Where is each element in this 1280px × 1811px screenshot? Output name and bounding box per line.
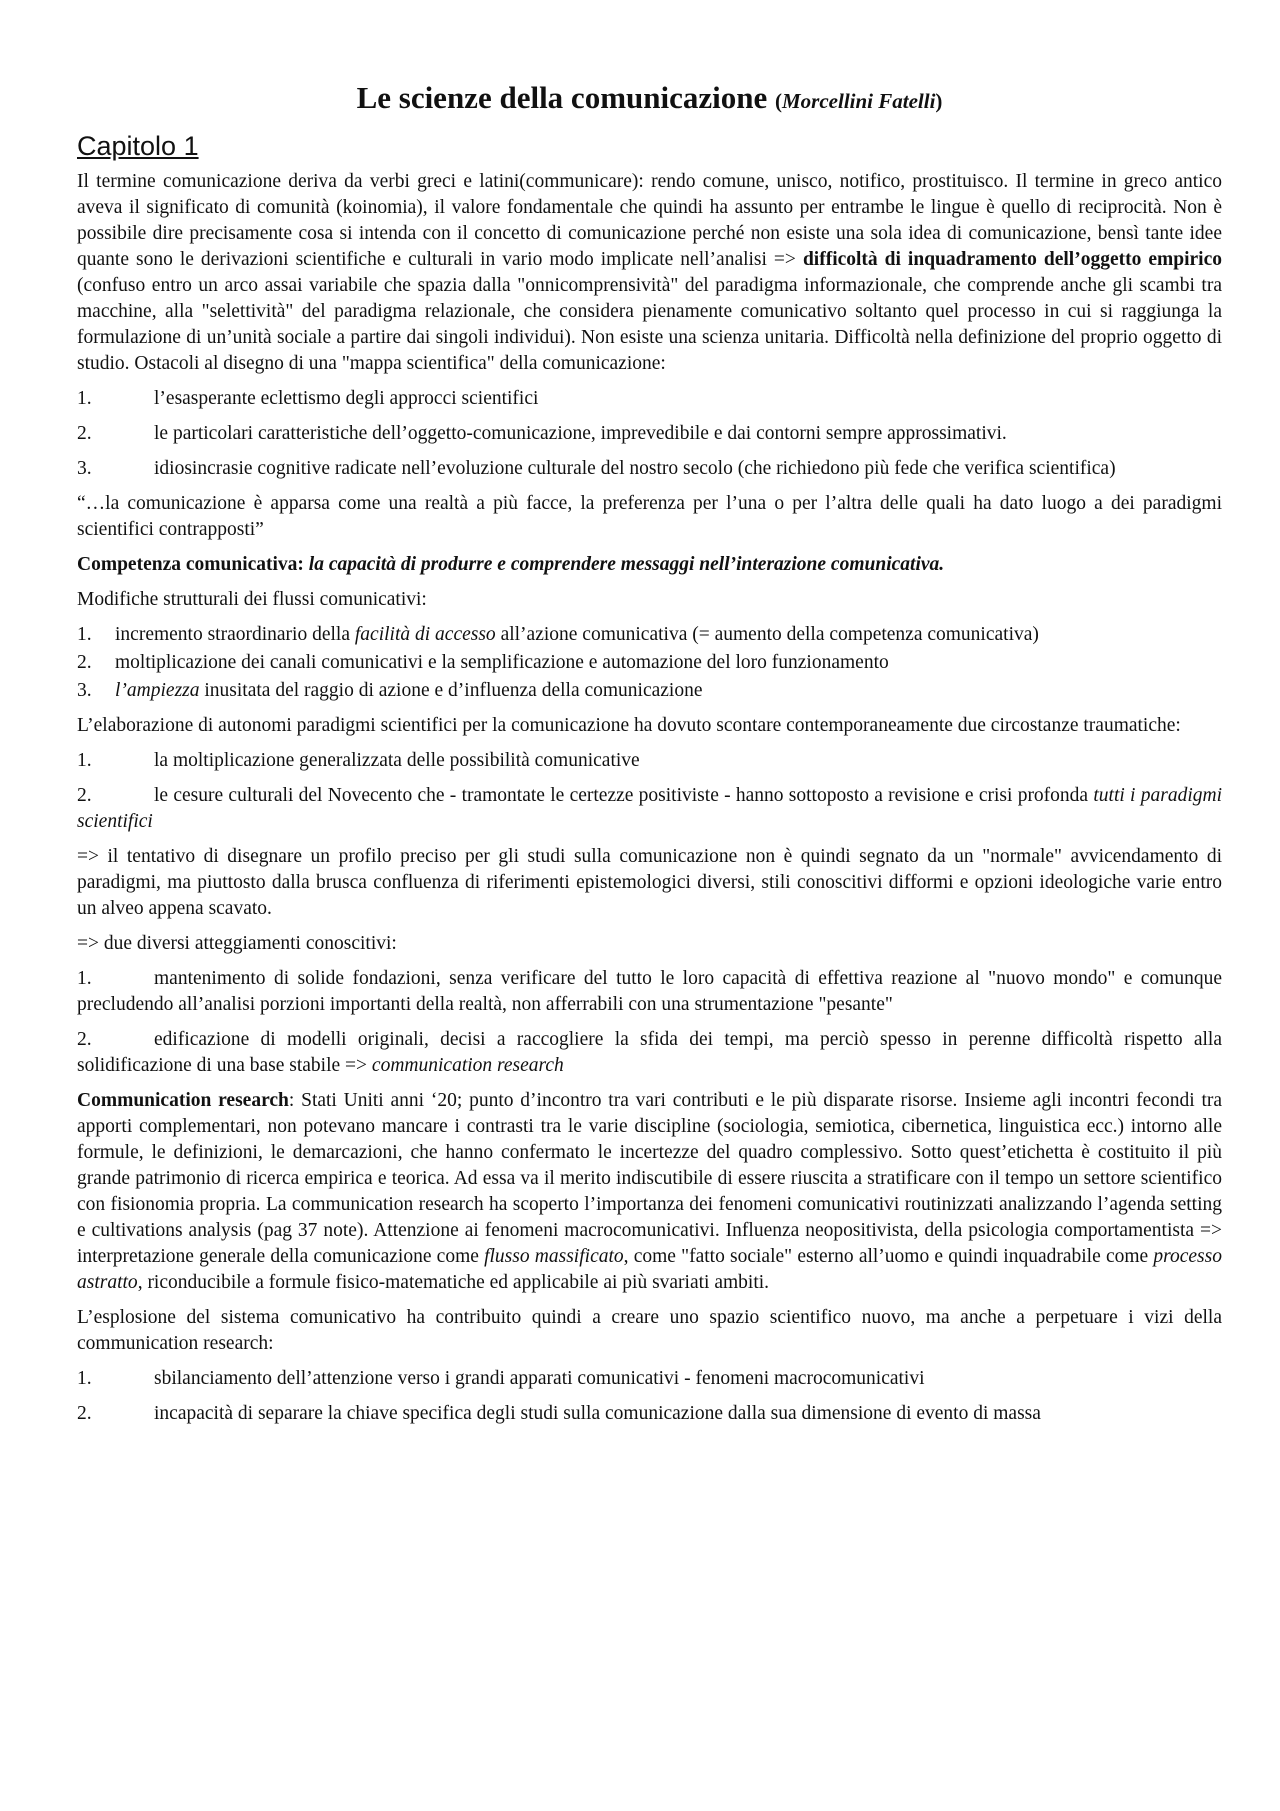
list-item: 3. idiosincrasie cognitive radicate nell’evoluzione culturale del nostro secolo (che richiedono più fede che verifica scientifica) [77, 458, 1116, 479]
list-item: 1. l’esasperante eclettismo degli approcci scientifici [77, 388, 539, 409]
list-item: 1. sbilanciamento dell’attenzione verso i grandi apparati comunicativi - fenomeni macrocomunicativi [77, 1368, 925, 1389]
paragraph-intro: Il termine comunicazione deriva da verbi greci e latini(communicare): rendo comune, unisco, notifico, prostituisco. Il termine in greco antico aveva il significato di comunità (koinomia), il valore fondamentale che quindi ha assunto per entrambe le lingue è quello di reciprocità. Non è possibile dire precisamente cosa si intenda con il concetto di comunicazione perché non esiste una sola idea di comunicazione, bensì tante idee quante sono le derivazioni scientifiche e culturali in vario modo implicate nell’analisi => difficoltà di inquadramento dell’oggetto empirico (confuso entro un arco assai variabile che spazia dalla "onnicomprensività" del paradigma informazionale, che comprende anche gli scambi tra macchine, alla "selettività" del paradigma relazionale, che considera pienamente comunicativo soltanto quel processo in cui si raggiunga la formulazione di un’unità sociale a partire dai singoli individui). Non esiste una scienza unitaria. Difficoltà nella definizione del proprio oggetto di studio. Ostacoli al disegno di una "mappa scientifica" della comunicazione: [77, 171, 1222, 374]
list-item: 2. le cesure culturali del Novecento che - tramontate le certezze positiviste - hanno sottoposto a revisione e crisi profonda tutti i paradigmi scientifici [77, 785, 1222, 832]
modifiche-intro: Modifiche strutturali dei flussi comunicativi: [77, 589, 427, 610]
list-item: 2. incapacità di separare la chiave specifica degli studi sulla comunicazione dalla sua dimensione di evento di massa [77, 1403, 1041, 1424]
competenza-definition: Competenza comunicativa: la capacità di produrre e comprendere messaggi nell’interazione comunicativa. [77, 554, 945, 575]
document-page [77, 0, 1222, 1436]
paragraph-esplosione: L’esplosione del sistema comunicativo ha contribuito quindi a creare uno spazio scientifico nuovo, ma anche a perpetuare i vizi della communication research: [77, 1307, 1222, 1354]
list-item: 2. edificazione di modelli originali, decisi a raccogliere la sfida dei tempi, ma perciò spesso in perenne difficoltà rispetto alla solidificazione di una base stabile => communication research [77, 1029, 1222, 1076]
paragraph-atteggiamenti: => due diversi atteggiamenti conoscitivi: [77, 933, 397, 954]
paragraph-elaborazione: L’elaborazione di autonomi paradigmi scientifici per la comunicazione ha dovuto scontare contemporaneamente due circostanze traumatiche: [77, 715, 1181, 736]
quote: “…la comunicazione è apparsa come una realtà a più facce, la preferenza per l’una o per l’altra delle quali ha dato luogo a dei paradigmi scientifici contrapposti” [77, 493, 1222, 540]
list-item: 1. incremento straordinario della facilità di accesso all’azione comunicativa (= aumento della competenza comunicativa) [77, 624, 1039, 645]
list-item: 1. la moltiplicazione generalizzata delle possibilità comunicative [77, 750, 640, 771]
list-item: 3. l’ampiezza inusitata del raggio di azione e d’influenza della comunicazione [77, 680, 703, 701]
list-item: 1. mantenimento di solide fondazioni, senza verificare del tutto le loro capacità di effettiva reazione al "nuovo mondo" e comunque precludendo all’analisi porzioni importanti della realtà, non afferrabili con una strumentazione "pesante" [77, 968, 1222, 1015]
paragraph-tentativo: => il tentativo di disegnare un profilo preciso per gli studi sulla comunicazione non è quindi segnato da un "normale" avvicendamento di paradigmi, ma piuttosto dalla brusca confluenza di riferimenti epistemologici diversi, stili conoscitivi difformi e opzioni ideologiche varie entro un alveo appena scavato. [77, 846, 1222, 919]
paragraph-communication-research: Communication research: Stati Uniti anni ‘20; punto d’incontro tra vari contributi e le più disparate risorse. Insieme agli incontri fecondi tra apporti complementari, non potevano mancare i contrasti tra le varie discipline (sociologia, semiotica, cibernetica, linguistica ecc.) intorno alle formule, le definizioni, le demarcazioni, che hanno confermato le incertezze del quadro complessivo. Sotto quest’etichetta è costituito il più grande patrimonio di ricerca empirica e teorica. Ad essa va il merito indiscutibile di essere riuscita a stratificare con il tempo un settore scientifico con fisionomia propria. La communication research ha scoperto l’importanza dei fenomeni comunicativi routinizzati analizzando l’agenda setting e cultivations analysis (pag 37 note). Attenzione ai fenomeni macrocomunicativi. Influenza neopositivista, della psicologia comportamentista => interpretazione generale della comunicazione come flusso massificato, come "fatto sociale" esterno all’uomo e quindi inquadrabile come processo astratto, riconducibile a formule fisico-matematiche ed applicabile ai più svariati ambiti. [77, 1090, 1223, 1293]
list-item: 2. le particolari caratteristiche dell’oggetto-comunicazione, imprevedibile e dai contorni sempre approssimativi. [77, 423, 1007, 444]
chapter-heading: Capitolo 1 [77, 131, 199, 161]
title-main: Le scienze della comunicazione [356, 80, 768, 115]
title-author: (Morcellini Fatelli) [775, 89, 943, 113]
list-item: 2. moltiplicazione dei canali comunicativi e la semplificazione e automazione del loro funzionamento [77, 652, 889, 673]
document-title [77, 78, 1222, 121]
